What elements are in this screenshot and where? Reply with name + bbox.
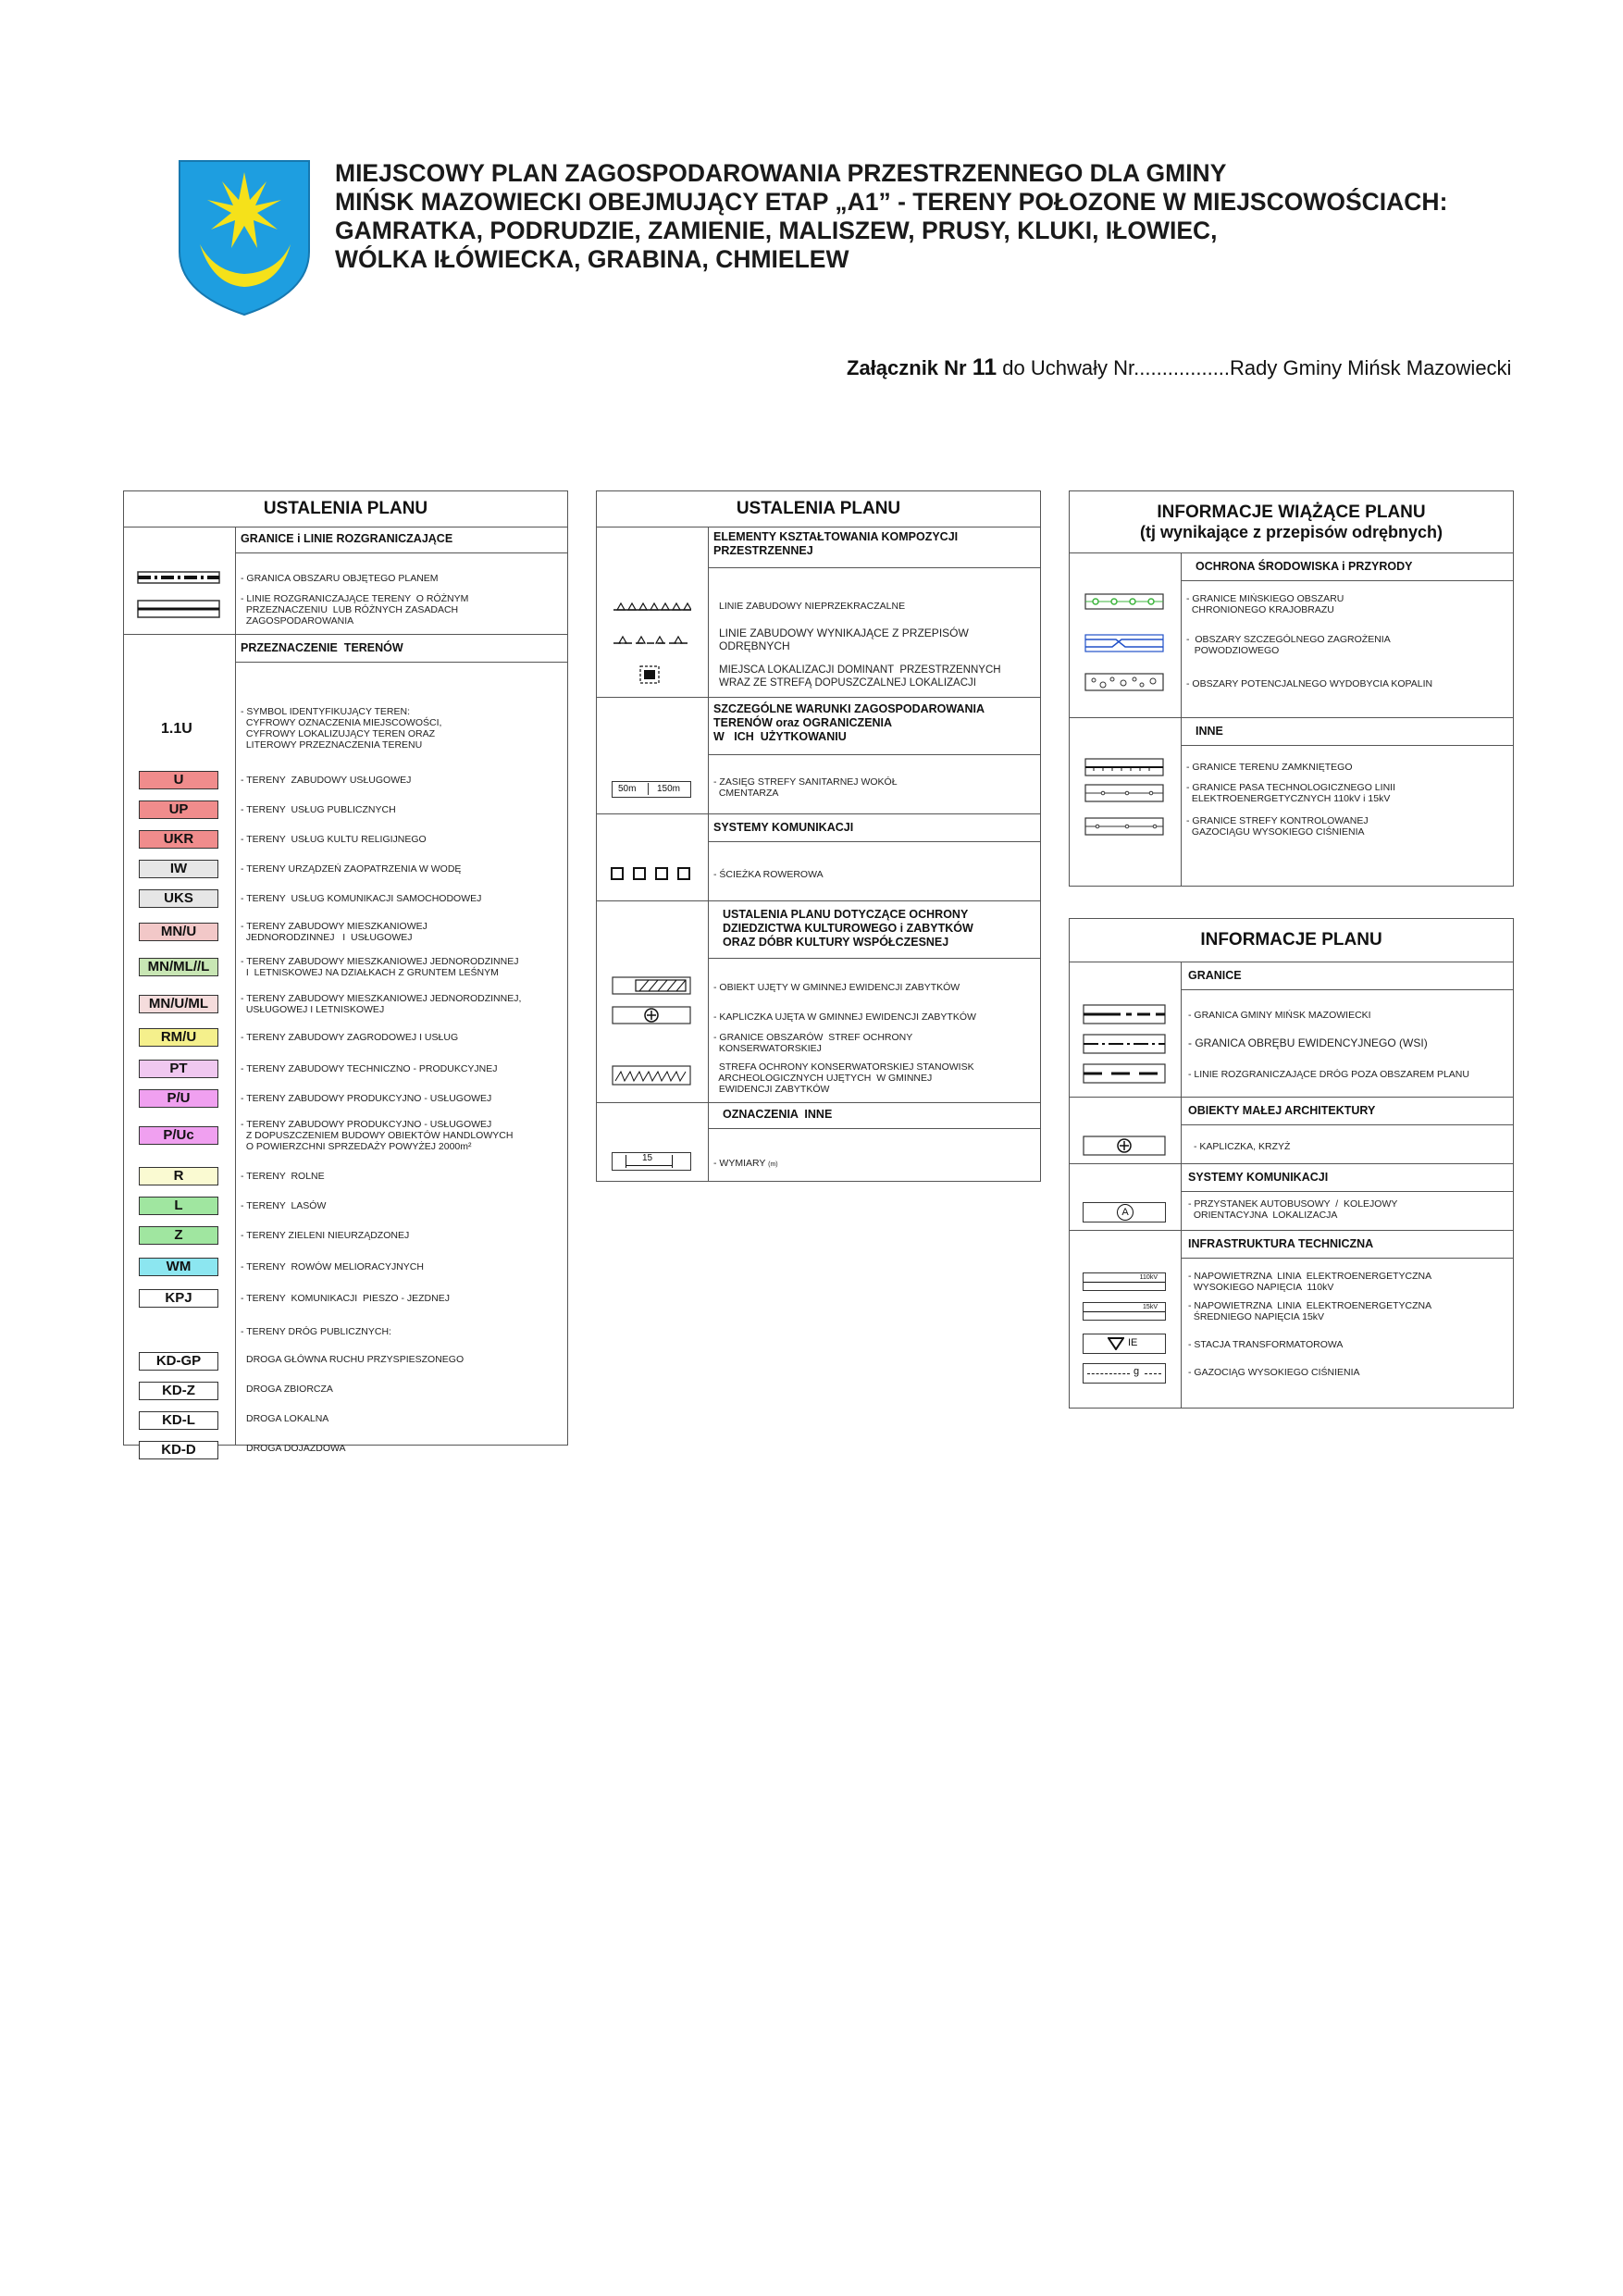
- item-desc: - TERENY ZABUDOWY MIESZKANIOWEJ JEDNORODZINNEJ I USŁUGOWEJ: [241, 921, 427, 943]
- hv-line-label: 110kV: [1139, 1274, 1158, 1281]
- item-desc: - KAPLICZKA UJĘTA W GMINNEJ EWIDENCJI ZABYTKÓW: [713, 1011, 976, 1023]
- zone-150m-label: 150m: [657, 784, 681, 794]
- item-desc: - TERENY ZABUDOWY MIESZKANIOWEJ JEDNORODZINNEJ I LETNISKOWEJ NA DZIAŁKACH Z GRUNTEM LEŚNYM: [241, 956, 519, 978]
- item-desc: - GRANICA GMINY MIŃSK MAZOWIECKI: [1188, 1010, 1371, 1021]
- section-head: SZCZEGÓLNE WARUNKI ZAGOSPODAROWANIA TERENÓW oraz OGRANICZENIA W ICH UŻYTKOWANIU: [713, 702, 985, 743]
- item-desc: - ZASIĘG STREFY SANITARNEJ WOKÓŁ CMENTARZA: [713, 776, 898, 799]
- section-head: SYSTEMY KOMUNIKACJI: [713, 821, 854, 834]
- section-head: OBIEKTY MAŁEJ ARCHITEKTURY: [1188, 1104, 1376, 1117]
- item-desc: - LINIE ROZGRANICZAJĄCE TERENY O RÓŻNYM PRZEZNACZENIU LUB RÓŻNYCH ZASADACH ZAGOSPODAROWANIA: [241, 593, 469, 627]
- land-use-symbol: RM/U: [139, 1028, 218, 1047]
- dimension-value: 15: [642, 1153, 653, 1163]
- panel-plan-information: [1069, 918, 1514, 1409]
- item-desc: - OBSZARY SZCZEGÓLNEGO ZAGROŻENIA POWODZIOWEGO: [1186, 634, 1391, 656]
- dimension-unit: (m): [768, 1161, 778, 1168]
- land-use-symbol: MN/ML//L: [139, 958, 218, 976]
- section-head: USTALENIA PLANU DOTYCZĄCE OCHRONY DZIEDZICTWA KULTUROWEGO i ZABYTKÓW ORAZ DÓBR KULTURY WSPÓŁCZESNEJ: [723, 908, 973, 949]
- annex-label: Załącznik Nr: [847, 356, 967, 379]
- panel-subtitle: (tj wynikające z przepisów odrębnych): [1139, 523, 1443, 541]
- road-line-icon: [1083, 1063, 1166, 1084]
- mv-line-icon: [1083, 1302, 1166, 1321]
- item-desc: STREFA OCHRONY KONSERWATORSKIEJ STANOWISK ARCHEOLOGICZNYCH UJĘTYCH W GMINNEJ EWIDENCJI ZABYTKÓW: [718, 1061, 974, 1095]
- item-desc: - LINIE ROZGRANICZAJĄCE DRÓG POZA OBSZAREM PLANU: [1188, 1069, 1469, 1080]
- flood-zone-icon: [1084, 634, 1164, 652]
- item-desc: - TERENY ZABUDOWY ZAGRODOWEJ I USŁUG: [241, 1032, 459, 1043]
- section-head: INNE: [1196, 725, 1223, 738]
- triangle-line-icon: [613, 599, 691, 614]
- hatched-box-icon: [612, 976, 691, 995]
- gas-control-zone-icon: [1084, 817, 1164, 836]
- item-desc: - ŚCIEŻKA ROWEROWA: [713, 869, 824, 880]
- item-desc: - GAZOCIĄG WYSOKIEGO CIŚNIENIA: [1188, 1367, 1360, 1378]
- land-use-symbol: MN/U/ML: [139, 995, 218, 1013]
- item-desc: - TERENY ROLNE: [241, 1171, 325, 1182]
- item-desc: LINIE ZABUDOWY WYNIKAJĄCE Z PRZEPISÓW ODRĘBNYCH: [719, 627, 969, 652]
- bicycle-path-icon: [610, 865, 693, 882]
- bus-stop-icon: [1083, 1202, 1166, 1222]
- annex-number: 11: [972, 354, 997, 380]
- item-desc: - OBIEKT UJĘTY W GMINNEJ EWIDENCJI ZABYTKÓW: [713, 982, 960, 993]
- gas-label: g: [1134, 1366, 1140, 1377]
- land-use-symbol: U: [139, 771, 218, 789]
- land-use-symbol: UP: [139, 800, 218, 819]
- mineral-area-icon: [1084, 673, 1164, 691]
- zone-50m-label: 50m: [618, 784, 637, 794]
- item-desc: - TERENY ZABUDOWY MIESZKANIOWEJ JEDNORODZINNEJ, USŁUGOWEJ I LETNISKOWEJ: [241, 993, 522, 1015]
- panel-title: INFORMACJE WIĄŻĄCE PLANU: [1157, 503, 1426, 522]
- item-desc: - TERENY USŁUG KOMUNIKACJI SAMOCHODOWEJ: [241, 893, 482, 904]
- item-desc: LINIE ZABUDOWY NIEPRZEKRACZALNE: [719, 601, 906, 612]
- item-desc: - TERENY DRÓG PUBLICZNYCH:: [241, 1326, 391, 1337]
- hv-line-icon: [1083, 1272, 1166, 1291]
- road-class-symbol: KD-Z: [139, 1382, 218, 1400]
- item-desc: - TERENY USŁUG PUBLICZNYCH: [241, 804, 396, 815]
- panel-title: USTALENIA PLANU: [597, 491, 1040, 527]
- item-desc: - TERENY ZABUDOWY PRODUKCYJNO - USŁUGOWEJ Z DOPUSZCZENIEM BUDOWY OBIEKTÓW HANDLOWYCH O POWIERZCHNI SPRZEDAŻY POWYŻEJ 2000m²: [241, 1119, 514, 1152]
- dimension-label: - WYMIARY: [713, 1158, 766, 1169]
- section-head: OZNACZENIA INNE: [723, 1108, 833, 1121]
- land-use-symbol: WM: [139, 1258, 218, 1276]
- precinct-border-icon: [1083, 1034, 1166, 1054]
- item-desc: - NAPOWIETRZNA LINIA ELEKTROENERGETYCZNA ŚREDNIEGO NAPIĘCIA 15kV: [1188, 1300, 1432, 1322]
- item-desc: - GRANICE STREFY KONTROLOWANEJ GAZOCIĄGU WYSOKIEGO CIŚNIENIA: [1186, 815, 1369, 838]
- annex-rest: do Uchwały Nr.................Rady Gminy Mińsk Mazowiecki: [1002, 356, 1512, 379]
- item-desc: - TERENY LASÓW: [241, 1200, 327, 1211]
- section-head: GRANICE: [1188, 969, 1242, 982]
- title-line: WÓLKA IŁÓWIECKA, GRABINA, CHMIELEW: [335, 245, 849, 273]
- item-desc: - PRZYSTANEK AUTOBUSOWY / KOLEJOWY ORIENTACYJNA LOKALIZACJA: [1188, 1198, 1398, 1221]
- annex-reference: [847, 354, 1511, 381]
- item-desc: - GRANICE MIŃSKIEGO OBSZARU CHRONIONEGO KRAJOBRAZU: [1186, 593, 1344, 615]
- panel-title: USTALENIA PLANU: [124, 491, 567, 527]
- item-desc: - STACJA TRANSFORMATOROWA: [1188, 1339, 1344, 1350]
- land-use-symbol: IW: [139, 860, 218, 878]
- gas-pipeline-icon: [1083, 1363, 1166, 1384]
- green-circle-line-icon: [1084, 593, 1164, 610]
- sanitary-zone-icon: [612, 781, 691, 798]
- chapel-cross-icon: [1083, 1136, 1166, 1156]
- item-desc: - TERENY ZIELENI NIEURZĄDZONEJ: [241, 1230, 410, 1241]
- transformer-label: IE: [1128, 1337, 1138, 1348]
- item-desc: - TERENY ROWÓW MELIORACYJNYCH: [241, 1261, 424, 1272]
- power-line-belt-icon: [1084, 784, 1164, 802]
- item-desc: - TERENY ZABUDOWY PRODUKCYJNO - USŁUGOWEJ: [241, 1093, 492, 1104]
- item-desc: - GRANICE PASA TECHNOLOGICZNEGO LINII ELEKTROENERGETYCZNYCH 110kV i 15kV: [1186, 782, 1395, 804]
- item-desc: - TERENY KOMUNIKACJI PIESZO - JEZDNEJ: [241, 1293, 450, 1304]
- item-desc: DROGA GŁÓWNA RUCHU PRZYSPIESZONEGO: [246, 1354, 465, 1365]
- title-line: MIŃSK MAZOWIECKI OBEJMUJĄCY ETAP „A1” - TERENY POŁOZONE W MIEJSCOWOŚCIACH:: [335, 188, 1448, 216]
- land-use-symbol: P/Uc: [139, 1126, 218, 1145]
- item-desc: - TERENY ZABUDOWY TECHNICZNO - PRODUKCYJNEJ: [241, 1063, 498, 1074]
- dimension-icon: [612, 1152, 691, 1171]
- land-use-symbol: UKR: [139, 830, 218, 849]
- item-desc: DROGA ZBIORCZA: [246, 1384, 333, 1395]
- panel-plan-regulations-1: [123, 490, 568, 1458]
- panel-title: INFORMACJE PLANU: [1070, 919, 1513, 962]
- archaeology-zone-icon: [612, 1065, 691, 1086]
- land-use-symbol: R: [139, 1167, 218, 1185]
- dominant-location-icon: [638, 664, 662, 686]
- item-desc: - GRANICE TERENU ZAMKNIĘTEGO: [1186, 762, 1353, 773]
- land-use-symbol: KPJ: [139, 1289, 218, 1308]
- symbol-example: 1.1U: [161, 721, 192, 737]
- land-use-symbol: P/U: [139, 1089, 218, 1108]
- commune-border-icon: [1083, 1004, 1166, 1024]
- land-use-symbol: PT: [139, 1060, 218, 1078]
- item-desc: DROGA DOJAZDOWA: [246, 1443, 346, 1454]
- item-desc: - GRANICA OBSZARU OBJĘTEGO PLANEM: [241, 573, 439, 584]
- panel-binding-information: [1069, 490, 1514, 887]
- section-head: PRZEZNACZENIE TERENÓW: [241, 641, 403, 654]
- land-use-symbol: UKS: [139, 889, 218, 908]
- item-desc: - KAPLICZKA, KRZYŻ: [1194, 1141, 1291, 1152]
- title-line: MIEJSCOWY PLAN ZAGOSPODAROWANIA PRZESTRZENNEGO DLA GMINY: [335, 159, 1227, 187]
- item-desc: - GRANICA OBRĘBU EWIDENCYJNEGO (WSI): [1188, 1036, 1428, 1049]
- coat-of-arms-icon: [176, 159, 313, 316]
- road-class-symbol: KD-D: [139, 1441, 218, 1459]
- land-use-symbol: MN/U: [139, 923, 218, 941]
- panel-plan-regulations-2: [596, 490, 1041, 1182]
- road-class-symbol: KD-L: [139, 1411, 218, 1430]
- section-head: GRANICE i LINIE ROZGRANICZAJĄCE: [241, 532, 453, 545]
- section-head: SYSTEMY KOMUNIKACJI: [1188, 1171, 1329, 1184]
- item-desc: DROGA LOKALNA: [246, 1413, 329, 1424]
- document-title: [335, 159, 1447, 274]
- triangle-dashed-line-icon: [613, 632, 691, 647]
- item-desc: - OBSZARY POTENCJALNEGO WYDOBYCIA KOPALIN: [1186, 678, 1433, 689]
- transformer-station-icon: [1083, 1334, 1166, 1354]
- item-desc: [713, 1158, 778, 1171]
- dividing-line-icon: [137, 599, 220, 619]
- section-head: ELEMENTY KSZTAŁTOWANIA KOMPOZYCJI PRZESTRZENNEJ: [713, 530, 959, 557]
- section-head: INFRASTRUKTURA TECHNICZNA: [1188, 1237, 1374, 1250]
- plan-boundary-icon: [137, 568, 220, 587]
- item-desc: - NAPOWIETRZNA LINIA ELEKTROENERGETYCZNA WYSOKIEGO NAPIĘCIA 110kV: [1188, 1271, 1432, 1293]
- item-desc: - TERENY ZABUDOWY USŁUGOWEJ: [241, 775, 412, 786]
- item-desc: - TERENY URZĄDZEŃ ZAOPATRZENIA W WODĘ: [241, 863, 462, 875]
- mv-line-label: 15kV: [1143, 1304, 1158, 1310]
- item-desc: - SYMBOL IDENTYFIKUJĄCY TEREN: CYFROWY OZNACZENIA MIEJSCOWOŚCI, CYFROWY LOKALIZUJĄCY TEREN ORAZ LITEROWY PRZEZNACZENIA TERENU: [241, 706, 442, 751]
- bus-stop-letter: A: [1117, 1204, 1134, 1221]
- item-desc: - TERENY USŁUG KULTU RELIGIJNEGO: [241, 834, 427, 845]
- item-desc: MIEJSCA LOKALIZACJI DOMINANT PRZESTRZENNYCH WRAZ ZE STREFĄ DOPUSZCZALNEJ LOKALIZACJI: [719, 664, 1001, 689]
- title-line: GAMRATKA, PODRUDZIE, ZAMIENIE, MALISZEW, PRUSY, KLUKI, IŁOWIEC,: [335, 217, 1218, 244]
- land-use-symbol: L: [139, 1197, 218, 1215]
- section-head: OCHRONA ŚRODOWISKA i PRZYRODY: [1196, 560, 1413, 573]
- item-desc: - GRANICE OBSZARÓW STREF OCHRONY KONSERWATORSKIEJ: [713, 1032, 913, 1054]
- road-class-symbol: KD-GP: [139, 1352, 218, 1371]
- closed-area-border-icon: [1084, 758, 1164, 776]
- land-use-symbol: Z: [139, 1226, 218, 1245]
- cross-circle-icon: [612, 1006, 691, 1024]
